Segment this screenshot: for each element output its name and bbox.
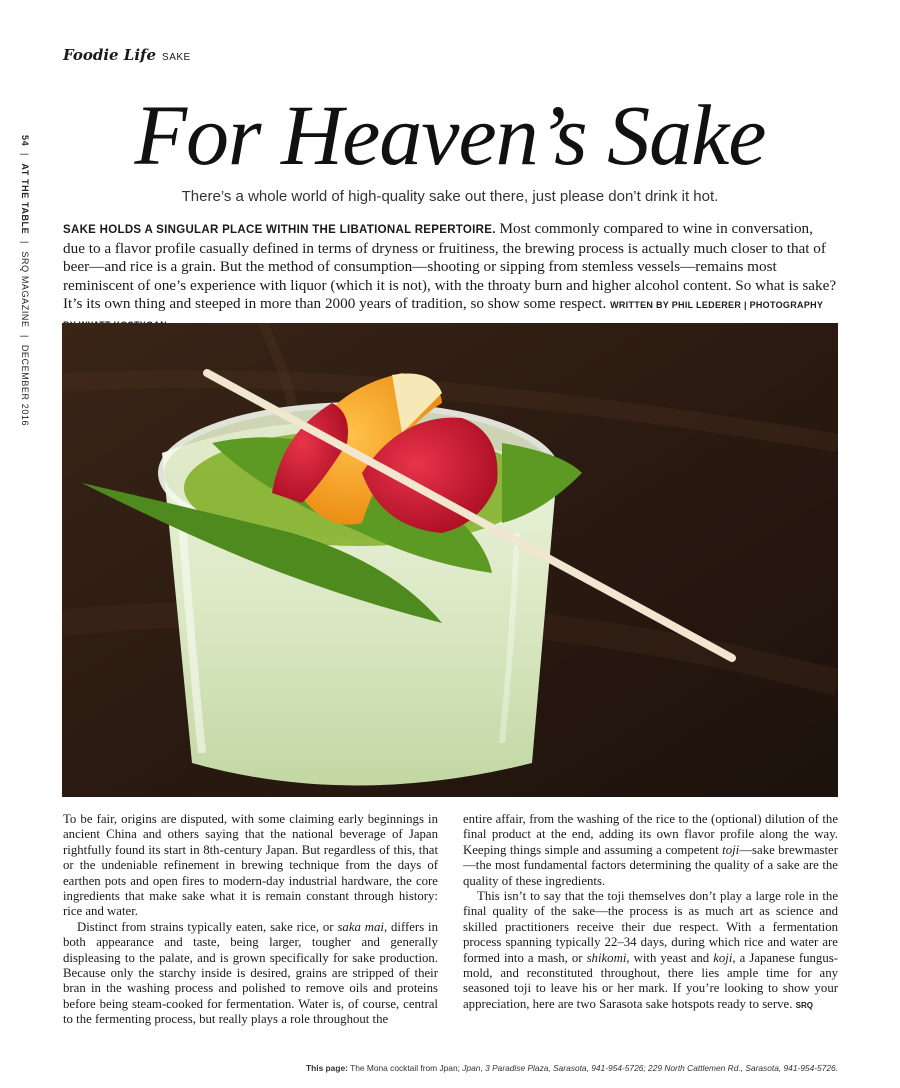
cocktail-photo — [62, 323, 838, 797]
photo-caption — [306, 1063, 838, 1073]
body-paragraph — [63, 920, 438, 1028]
writer-credit: WRITTEN BY PHIL LEDERER — [610, 300, 742, 311]
section-header — [63, 45, 191, 64]
article-title: For Heaven’s Sake — [134, 87, 766, 183]
body-text: —sake brewmaster—the most fundamental factors determining the quality of a sake are the quality of these ingredients. — [463, 842, 838, 888]
body-emphasis: koji — [713, 950, 733, 965]
body-text: , differs in both appearance and taste, being larger, tougher and generally displeasing to the palate, and is grown specifically for sake production. Because only the starchy inside is desired, grains are stripped of their bran in the washing process and polished to remove oils and proteins before being steam-cooked for fermentation. Water is, of course, central to the fermenting process, but really plays a role throughout the — [63, 919, 438, 1027]
article-deck: There’s a whole world of high-quality sake out there, just please don’t drink it hot. — [181, 188, 719, 205]
body-emphasis: toji — [722, 842, 740, 857]
body-emphasis: shikomi — [586, 950, 627, 965]
intro-lead: SAKE HOLDS A SINGULAR PLACE WITHIN THE LIBATIONAL REPERTOIRE. — [63, 224, 496, 236]
body-text: , a Japanese fungus-mold, and reconstituted throughout, there lies ample time for any seasoned toji to leave his or her mark. If you’re looking to show your appreciation, here are two Sarasota sake hotspots ready to serve. — [463, 950, 838, 1011]
section-name: Foodie Life — [63, 46, 157, 64]
cocktail-illustration — [62, 323, 838, 797]
section-topic: SAKE — [162, 52, 191, 63]
folio-separator: | — [20, 241, 30, 245]
folio-section: AT THE TABLE — [20, 163, 30, 235]
body-column-right — [463, 812, 838, 1013]
body-text: , with yeast and — [626, 950, 714, 965]
body-text: This isn’t to say that the toji themselves don’t play a large role in the final quality of the sake—the process is as much art as science and skilled practitioners receive their due respect. With a fermentation process spanning typically 22–34 days, during which rice and water are formed into a mash, or — [463, 889, 838, 965]
page-number: 54 — [20, 135, 30, 147]
credit-separator: | — [741, 300, 750, 311]
folio-magazine: SRQ MAGAZINE — [20, 251, 30, 328]
caption-label: This page: — [306, 1063, 348, 1073]
body-column-left — [63, 812, 438, 1028]
body-paragraph — [463, 812, 838, 889]
page-folio — [20, 135, 30, 426]
article-intro — [63, 220, 838, 335]
intro-text: Most commonly compared to wine in conversation, due to a flavor profile casually defined in terms of dryness or fruitiness, the brewing process is actually much closer to that of beer—and rice is a grain. But the method of consumption—shooting or sipping from stemless vessels—remains most reminiscent of one’s experience with liquor (which it is not), with the throaty burn and higher alcohol content. So what is sake? It’s its own thing and steeped in more than 2000 years of tradition, so show some respect. — [63, 220, 837, 313]
body-paragraph — [463, 889, 838, 1013]
folio-separator: | — [20, 334, 30, 338]
caption-venue: Jpan, 3 Paradise Plaza, Sarasota, 941-954-5726; 229 North Cattlemen Rd., Sarasota, 941-954-5726. — [462, 1063, 838, 1073]
body-paragraph: To be fair, origins are disputed, with some claiming early beginnings in ancient China and others saying that the national beverage of Japan rightfully found its start in 8th-century Japan. But regardless of this, that or the undeniable refinement in brewing technique from the days of earthen pots and open fires to modern-day industrial hardware, the core ingredients that make sake what it is remain constant through history: rice and water. — [63, 812, 438, 919]
photo-credit: PHOTOGRAPHY — [749, 300, 824, 311]
body-text: entire affair, from the washing of the rice to the (optional) dilution of the final product at the end, adding its own flavor profile along the way. Keeping things simple and assuming a competent — [463, 812, 838, 857]
folio-separator: | — [20, 153, 30, 157]
folio-issue: DECEMBER 2016 — [20, 344, 30, 427]
body-text: Distinct from strains typically eaten, sake rice, or — [77, 919, 338, 934]
caption-text: The Mona cocktail from Jpan; — [350, 1063, 460, 1073]
signoff-mark: SRQ — [795, 1000, 813, 1010]
body-emphasis: saka mai — [337, 919, 384, 934]
